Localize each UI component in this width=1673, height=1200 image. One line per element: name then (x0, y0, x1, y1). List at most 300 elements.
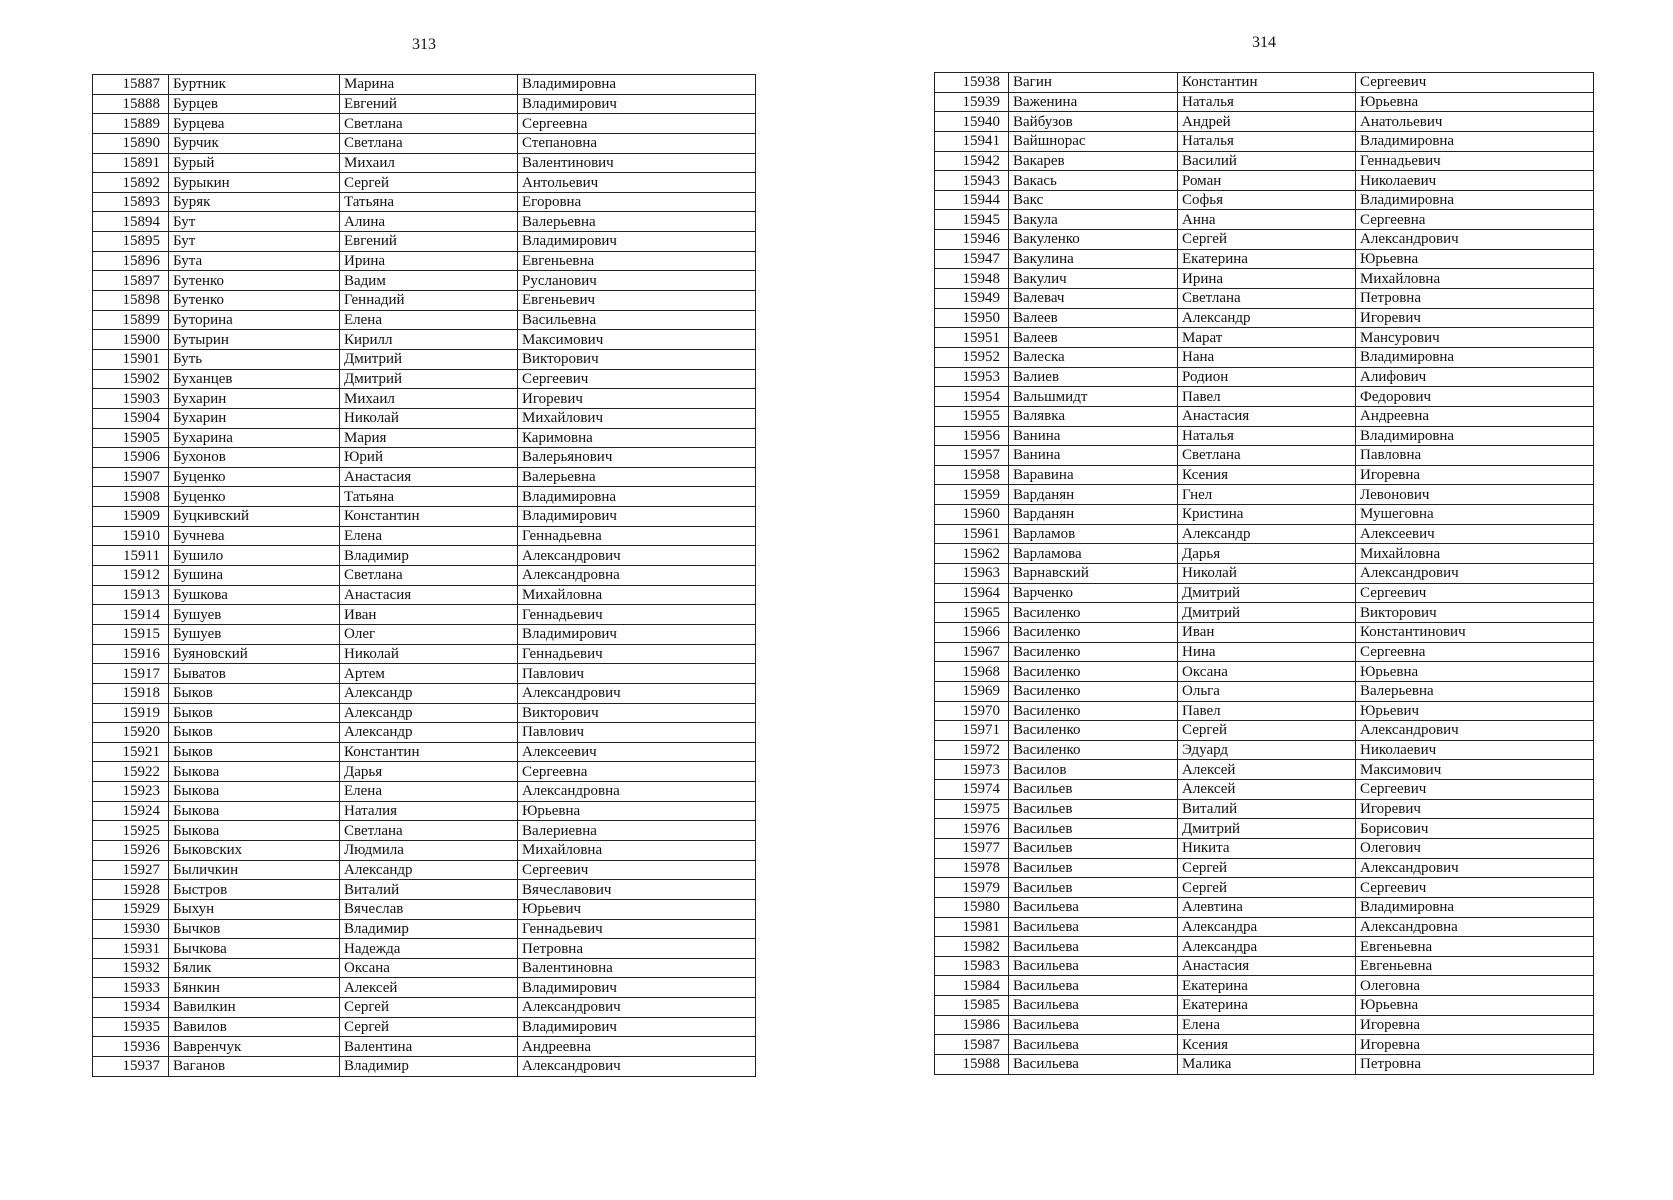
first-name: Павел (1178, 701, 1356, 721)
last-name: Васильева (1009, 917, 1178, 937)
table-row (93, 1037, 756, 1057)
table-row (93, 153, 756, 173)
first-name: Анастасия (340, 467, 518, 487)
last-name: Бухонов (169, 448, 340, 468)
patronymic: Сергеевна (1356, 642, 1594, 662)
first-name: Светлана (1178, 289, 1356, 309)
patronymic: Павловна (1356, 446, 1594, 466)
first-name: Елена (340, 782, 518, 802)
table-row (93, 349, 756, 369)
last-name: Быстров (169, 880, 340, 900)
entry-number: 15942 (935, 151, 1009, 171)
table-row (93, 585, 756, 605)
last-name: Бурый (169, 153, 340, 173)
patronymic: Юрьевич (1356, 701, 1594, 721)
patronymic: Андреевна (1356, 406, 1594, 426)
entry-number: 15922 (93, 762, 169, 782)
last-name: Бутенко (169, 271, 340, 291)
table-row (93, 507, 756, 527)
table-row (935, 701, 1594, 721)
first-name: Иван (340, 605, 518, 625)
first-name: Алексей (1178, 760, 1356, 780)
last-name: Буценко (169, 487, 340, 507)
patronymic: Борисович (1356, 819, 1594, 839)
patronymic: Сергеевич (1356, 878, 1594, 898)
entry-number: 15923 (93, 782, 169, 802)
first-name: Иван (1178, 622, 1356, 642)
entry-number: 15906 (93, 448, 169, 468)
patronymic: Анатольевич (1356, 112, 1594, 132)
entry-number: 15955 (935, 406, 1009, 426)
last-name: Бычкова (169, 939, 340, 959)
last-name: Быкова (169, 762, 340, 782)
last-name: Бушуев (169, 624, 340, 644)
last-name: Бушуев (169, 605, 340, 625)
patronymic: Владимирович (518, 94, 756, 114)
last-name: Варданян (1009, 505, 1178, 525)
entry-number: 15975 (935, 799, 1009, 819)
last-name: Валеев (1009, 328, 1178, 348)
first-name: Константин (1178, 73, 1356, 93)
table-row (93, 251, 756, 271)
page-number: 313 (412, 36, 436, 53)
entry-number: 15985 (935, 996, 1009, 1016)
patronymic: Сергеевна (1356, 210, 1594, 230)
first-name: Александр (340, 703, 518, 723)
patronymic: Алексеевич (518, 742, 756, 762)
table-row (935, 937, 1594, 957)
table-row (935, 505, 1594, 525)
table-row (935, 564, 1594, 584)
first-name: Геннадий (340, 291, 518, 311)
last-name: Василенко (1009, 740, 1178, 760)
patronymic: Владимирович (518, 624, 756, 644)
patronymic: Евгеньевич (518, 291, 756, 311)
entry-number: 15908 (93, 487, 169, 507)
table-row (935, 190, 1594, 210)
first-name: Екатерина (1178, 249, 1356, 269)
patronymic: Геннадьевич (518, 644, 756, 664)
patronymic: Алексеевич (1356, 524, 1594, 544)
first-name: Алексей (340, 978, 518, 998)
first-name: Дмитрий (1178, 583, 1356, 603)
last-name: Вакарев (1009, 151, 1178, 171)
table-row (93, 389, 756, 409)
last-name: Бухарин (169, 389, 340, 409)
last-name: Васильева (1009, 1015, 1178, 1035)
entry-number: 15960 (935, 505, 1009, 525)
entry-number: 15901 (93, 349, 169, 369)
patronymic: Сергеевна (518, 114, 756, 134)
table-row (93, 978, 756, 998)
patronymic: Евгеньевна (1356, 956, 1594, 976)
first-name: Евгений (340, 232, 518, 252)
patronymic: Антольевич (518, 173, 756, 193)
first-name: Наталия (340, 801, 518, 821)
first-name: Людмила (340, 840, 518, 860)
patronymic: Викторович (1356, 603, 1594, 623)
patronymic: Юрьевна (1356, 249, 1594, 269)
table-row (935, 465, 1594, 485)
first-name: Александр (1178, 524, 1356, 544)
entry-number: 15959 (935, 485, 1009, 505)
entry-number: 15952 (935, 347, 1009, 367)
entry-number: 15939 (935, 92, 1009, 112)
first-name: Екатерина (1178, 976, 1356, 996)
last-name: Валеев (1009, 308, 1178, 328)
table-row (935, 171, 1594, 191)
patronymic: Юрьевич (518, 899, 756, 919)
last-name: Быкова (169, 821, 340, 841)
patronymic: Игоревна (1356, 465, 1594, 485)
entry-number: 15970 (935, 701, 1009, 721)
table-row (93, 1057, 756, 1077)
patronymic: Сергеевич (1356, 583, 1594, 603)
entry-number: 15948 (935, 269, 1009, 289)
table-row (935, 446, 1594, 466)
last-name: Буртник (169, 75, 340, 95)
table-row (93, 723, 756, 743)
patronymic: Валерьевна (1356, 681, 1594, 701)
patronymic: Александрович (518, 1057, 756, 1077)
patronymic: Владимировна (1356, 190, 1594, 210)
table-row (93, 75, 756, 95)
patronymic: Игоревич (1356, 799, 1594, 819)
table-row (935, 73, 1594, 93)
table-row (935, 1015, 1594, 1035)
first-name: Татьяна (340, 192, 518, 212)
table-row (93, 114, 756, 134)
entry-number: 15956 (935, 426, 1009, 446)
last-name: Васильев (1009, 799, 1178, 819)
table-row (93, 703, 756, 723)
last-name: Вальшмидт (1009, 387, 1178, 407)
last-name: Вакула (1009, 210, 1178, 230)
first-name: Николай (1178, 564, 1356, 584)
entry-number: 15915 (93, 624, 169, 644)
first-name: Екатерина (1178, 996, 1356, 1016)
last-name: Бушкова (169, 585, 340, 605)
patronymic: Александрович (1356, 564, 1594, 584)
patronymic: Николаевич (1356, 740, 1594, 760)
table-row (935, 426, 1594, 446)
first-name: Марина (340, 75, 518, 95)
patronymic: Александровна (1356, 917, 1594, 937)
entry-number: 15892 (93, 173, 169, 193)
last-name: Бут (169, 232, 340, 252)
table-row (93, 487, 756, 507)
first-name: Нина (1178, 642, 1356, 662)
patronymic: Геннадьевич (1356, 151, 1594, 171)
table-row (93, 408, 756, 428)
patronymic: Владимировна (1356, 426, 1594, 446)
table-row (93, 526, 756, 546)
entry-number: 15893 (93, 192, 169, 212)
patronymic: Валерьевна (518, 467, 756, 487)
last-name: Быличкин (169, 860, 340, 880)
first-name: Сергей (1178, 878, 1356, 898)
last-name: Быкова (169, 782, 340, 802)
entry-number: 15969 (935, 681, 1009, 701)
entry-number: 15905 (93, 428, 169, 448)
entry-number: 15929 (93, 899, 169, 919)
last-name: Быкова (169, 801, 340, 821)
table-row (935, 210, 1594, 230)
table-row (935, 662, 1594, 682)
entry-number: 15902 (93, 369, 169, 389)
last-name: Васильева (1009, 956, 1178, 976)
patronymic: Владимирович (518, 232, 756, 252)
first-name: Михаил (340, 153, 518, 173)
first-name: Дарья (340, 762, 518, 782)
entry-number: 15931 (93, 939, 169, 959)
patronymic: Геннадьевна (518, 526, 756, 546)
first-name: Сергей (1178, 721, 1356, 741)
patronymic: Васильевна (518, 310, 756, 330)
first-name: Анна (1178, 210, 1356, 230)
patronymic: Егоровна (518, 192, 756, 212)
last-name: Бялик (169, 958, 340, 978)
entry-number: 15982 (935, 937, 1009, 957)
first-name: Андрей (1178, 112, 1356, 132)
patronymic: Михайловна (1356, 544, 1594, 564)
patronymic: Сергеевич (518, 860, 756, 880)
first-name: Софья (1178, 190, 1356, 210)
first-name: Роман (1178, 171, 1356, 191)
table-row (935, 976, 1594, 996)
table-row (93, 939, 756, 959)
entry-number: 15941 (935, 131, 1009, 151)
first-name: Валентина (340, 1037, 518, 1057)
first-name: Дмитрий (1178, 603, 1356, 623)
last-name: Васильев (1009, 878, 1178, 898)
patronymic: Юрьевна (1356, 996, 1594, 1016)
entry-number: 15912 (93, 566, 169, 586)
last-name: Бучнева (169, 526, 340, 546)
first-name: Мария (340, 428, 518, 448)
last-name: Бута (169, 251, 340, 271)
patronymic: Михайловна (518, 585, 756, 605)
last-name: Вакс (1009, 190, 1178, 210)
first-name: Дарья (1178, 544, 1356, 564)
first-name: Ольга (1178, 681, 1356, 701)
first-name: Наталья (1178, 426, 1356, 446)
table-row (93, 133, 756, 153)
patronymic: Валерьянович (518, 448, 756, 468)
entry-number: 15984 (935, 976, 1009, 996)
entry-number: 15947 (935, 249, 1009, 269)
table-row (935, 838, 1594, 858)
table-row (93, 546, 756, 566)
last-name: Быватов (169, 664, 340, 684)
last-name: Варавина (1009, 465, 1178, 485)
patronymic: Левонович (1356, 485, 1594, 505)
first-name: Вячеслав (340, 899, 518, 919)
last-name: Василенко (1009, 721, 1178, 741)
entry-number: 15983 (935, 956, 1009, 976)
entry-number: 15909 (93, 507, 169, 527)
patronymic: Владимировна (518, 487, 756, 507)
last-name: Вагин (1009, 73, 1178, 93)
entry-number: 15898 (93, 291, 169, 311)
entry-number: 15965 (935, 603, 1009, 623)
entry-number: 15920 (93, 723, 169, 743)
patronymic: Олеговна (1356, 976, 1594, 996)
table-row (93, 958, 756, 978)
last-name: Быхун (169, 899, 340, 919)
register-table (934, 72, 1594, 1075)
last-name: Вакась (1009, 171, 1178, 191)
entry-number: 15891 (93, 153, 169, 173)
first-name: Михаил (340, 389, 518, 409)
last-name: Буяновский (169, 644, 340, 664)
table-row (935, 308, 1594, 328)
last-name: Бушило (169, 546, 340, 566)
entry-number: 15925 (93, 821, 169, 841)
patronymic: Степановна (518, 133, 756, 153)
table-row (935, 230, 1594, 250)
patronymic: Валерьевна (518, 212, 756, 232)
patronymic: Вячеславович (518, 880, 756, 900)
table-row (935, 799, 1594, 819)
table-row (93, 899, 756, 919)
last-name: Валевач (1009, 289, 1178, 309)
first-name: Кристина (1178, 505, 1356, 525)
last-name: Бурцева (169, 114, 340, 134)
last-name: Васильев (1009, 858, 1178, 878)
first-name: Надежда (340, 939, 518, 959)
entry-number: 15987 (935, 1035, 1009, 1055)
patronymic: Викторович (518, 703, 756, 723)
patronymic: Александрович (518, 998, 756, 1018)
entry-number: 15927 (93, 860, 169, 880)
first-name: Евгений (340, 94, 518, 114)
table-row (935, 406, 1594, 426)
first-name: Олег (340, 624, 518, 644)
last-name: Варламов (1009, 524, 1178, 544)
first-name: Дмитрий (1178, 819, 1356, 839)
last-name: Вайбузов (1009, 112, 1178, 132)
last-name: Бутенко (169, 291, 340, 311)
patronymic: Владимирович (518, 1017, 756, 1037)
entry-number: 15938 (935, 73, 1009, 93)
first-name: Сергей (340, 998, 518, 1018)
table-row (93, 369, 756, 389)
entry-number: 15950 (935, 308, 1009, 328)
table-row (935, 603, 1594, 623)
entry-number: 15966 (935, 622, 1009, 642)
table-row (93, 448, 756, 468)
first-name: Светлана (1178, 446, 1356, 466)
patronymic: Михайлович (518, 408, 756, 428)
table-row (93, 467, 756, 487)
first-name: Елена (1178, 1015, 1356, 1035)
last-name: Бут (169, 212, 340, 232)
last-name: Бычков (169, 919, 340, 939)
entry-number: 15914 (93, 605, 169, 625)
entry-number: 15900 (93, 330, 169, 350)
first-name: Ирина (340, 251, 518, 271)
first-name: Анастасия (1178, 956, 1356, 976)
table-row (935, 642, 1594, 662)
last-name: Буцкивский (169, 507, 340, 527)
last-name: Важенина (1009, 92, 1178, 112)
entry-number: 15972 (935, 740, 1009, 760)
last-name: Быков (169, 703, 340, 723)
last-name: Вакулич (1009, 269, 1178, 289)
first-name: Малика (1178, 1055, 1356, 1075)
last-name: Варламова (1009, 544, 1178, 564)
first-name: Наталья (1178, 131, 1356, 151)
patronymic: Петровна (518, 939, 756, 959)
first-name: Виталий (1178, 799, 1356, 819)
table-row (935, 681, 1594, 701)
first-name: Алина (340, 212, 518, 232)
entry-number: 15957 (935, 446, 1009, 466)
patronymic: Валентиновна (518, 958, 756, 978)
first-name: Светлана (340, 821, 518, 841)
entry-number: 15943 (935, 171, 1009, 191)
first-name: Дмитрий (340, 369, 518, 389)
entry-number: 15981 (935, 917, 1009, 937)
patronymic: Евгеньевна (1356, 937, 1594, 957)
last-name: Бухарина (169, 428, 340, 448)
first-name: Светлана (340, 114, 518, 134)
first-name: Сергей (340, 173, 518, 193)
first-name: Наталья (1178, 92, 1356, 112)
entry-number: 15897 (93, 271, 169, 291)
entry-number: 15974 (935, 780, 1009, 800)
entry-number: 15961 (935, 524, 1009, 544)
last-name: Василенко (1009, 681, 1178, 701)
table-row (93, 94, 756, 114)
first-name: Эдуард (1178, 740, 1356, 760)
last-name: Бурчик (169, 133, 340, 153)
patronymic: Геннадьевич (518, 919, 756, 939)
first-name: Владимир (340, 919, 518, 939)
last-name: Василенко (1009, 662, 1178, 682)
patronymic: Федорович (1356, 387, 1594, 407)
patronymic: Александрович (518, 683, 756, 703)
last-name: Василов (1009, 760, 1178, 780)
patronymic: Владимировна (518, 75, 756, 95)
patronymic: Валентинович (518, 153, 756, 173)
first-name: Николай (340, 408, 518, 428)
entry-number: 15977 (935, 838, 1009, 858)
last-name: Бянкин (169, 978, 340, 998)
first-name: Кирилл (340, 330, 518, 350)
patronymic: Александрович (518, 546, 756, 566)
entry-number: 15917 (93, 664, 169, 684)
table-row (93, 821, 756, 841)
first-name: Оксана (340, 958, 518, 978)
patronymic: Алифович (1356, 367, 1594, 387)
table-row (93, 212, 756, 232)
last-name: Варданян (1009, 485, 1178, 505)
table-row (93, 271, 756, 291)
last-name: Василенко (1009, 642, 1178, 662)
entry-number: 15968 (935, 662, 1009, 682)
entry-number: 15904 (93, 408, 169, 428)
entry-number: 15899 (93, 310, 169, 330)
first-name: Константин (340, 507, 518, 527)
table-row (935, 1035, 1594, 1055)
table-row (935, 387, 1594, 407)
patronymic: Михайловна (518, 840, 756, 860)
table-row (935, 131, 1594, 151)
table-row (93, 801, 756, 821)
table-row (935, 485, 1594, 505)
